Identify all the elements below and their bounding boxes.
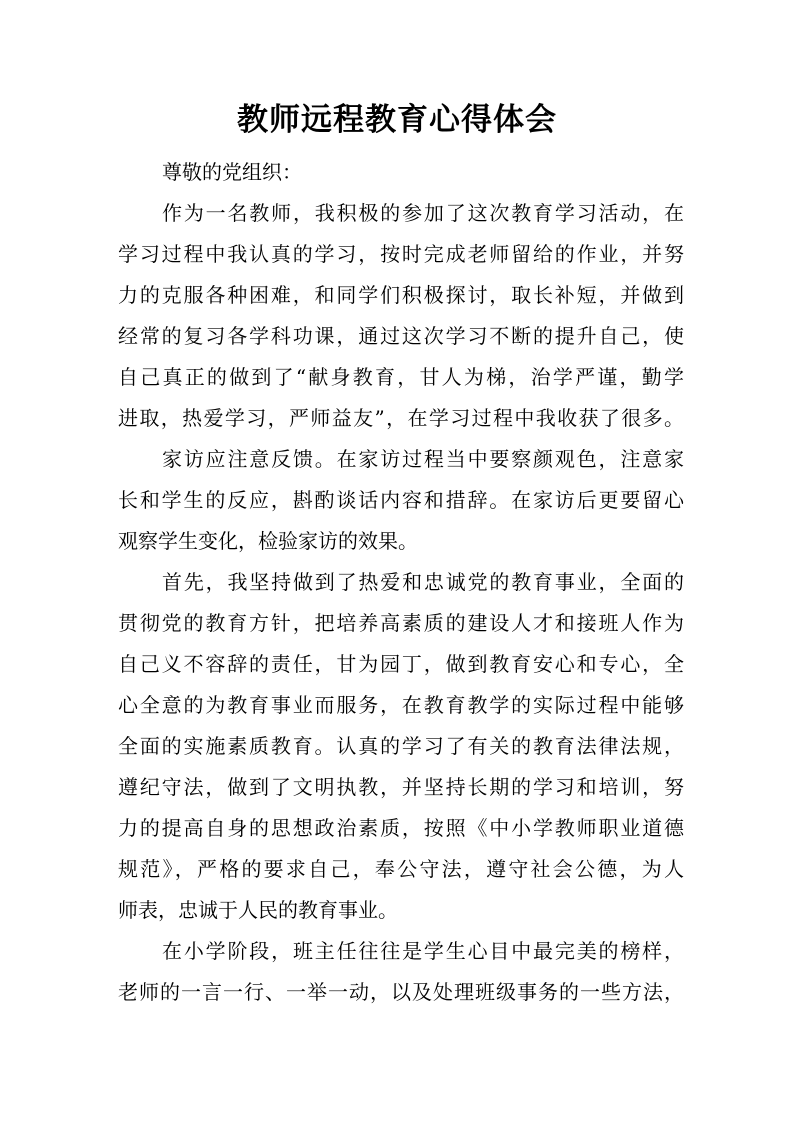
paragraph-1-line-6: 进取，热爱学习，严师益友”，在学习过程中我收获了很多。 — [118, 406, 684, 430]
paragraph-4-line-1: 在小学阶段，班主任往往是学生心目中最完美的榜样， — [162, 939, 684, 963]
paragraph-3-line-1: 首先，我坚持做到了热爱和忠诚党的教育事业，全面的 — [162, 570, 684, 594]
paragraph-2-line-1: 家访应注意反馈。在家访过程当中要察颜观色，注意家 — [162, 447, 684, 471]
paragraph-2-line-2: 长和学生的反应，斟酌谈话内容和措辞。在家访后更要留心 — [118, 488, 684, 512]
paragraph-3-line-6: 遵纪守法，做到了文明执教，并坚持长期的学习和培训，努 — [118, 775, 684, 799]
paragraph-3-line-4: 心全意的为教育事业而服务，在教育教学的实际过程中能够 — [118, 693, 684, 717]
paragraph-3-line-2: 贯彻党的教育方针，把培养高素质的建设人才和接班人作为 — [118, 611, 684, 635]
paragraph-3-line-7: 力的提高自身的思想政治素质，按照《中小学教师职业道德 — [118, 816, 684, 840]
document-title: 教师远程教育心得体会 — [237, 102, 557, 138]
paragraph-1-line-2: 学习过程中我认真的学习，按时完成老师留给的作业，并努 — [118, 242, 684, 266]
paragraph-2-line-3: 观察学生变化，检验家访的效果。 — [118, 529, 418, 553]
paragraph-1-line-3: 力的克服各种困难，和同学们积极探讨，取长补短，并做到 — [118, 283, 684, 307]
paragraph-3-line-8: 规范》，严格的要求自己，奉公守法，遵守社会公德，为人 — [118, 857, 684, 881]
paragraph-4-line-2: 老师的一言一行、一举一动，以及处理班级事务的一些方法， — [118, 980, 684, 1004]
paragraph-3-line-9: 师表，忠诚于人民的教育事业。 — [118, 898, 398, 922]
paragraph-1-line-1: 作为一名教师，我积极的参加了这次教育学习活动，在 — [162, 201, 684, 225]
paragraph-1-line-5: 自己真正的做到了“献身教育，甘人为梯，治学严谨，勤学 — [118, 365, 684, 389]
salutation: 尊敬的党组织： — [162, 160, 302, 184]
paragraph-3-line-3: 自己义不容辞的责任，甘为园丁，做到教育安心和专心，全 — [118, 652, 684, 676]
paragraph-3-line-5: 全面的实施素质教育。认真的学习了有关的教育法律法规， — [118, 734, 684, 758]
document-body — [118, 152, 684, 1013]
paragraph-1-line-4: 经常的复习各学科功课，通过这次学习不断的提升自己，使 — [118, 324, 684, 348]
